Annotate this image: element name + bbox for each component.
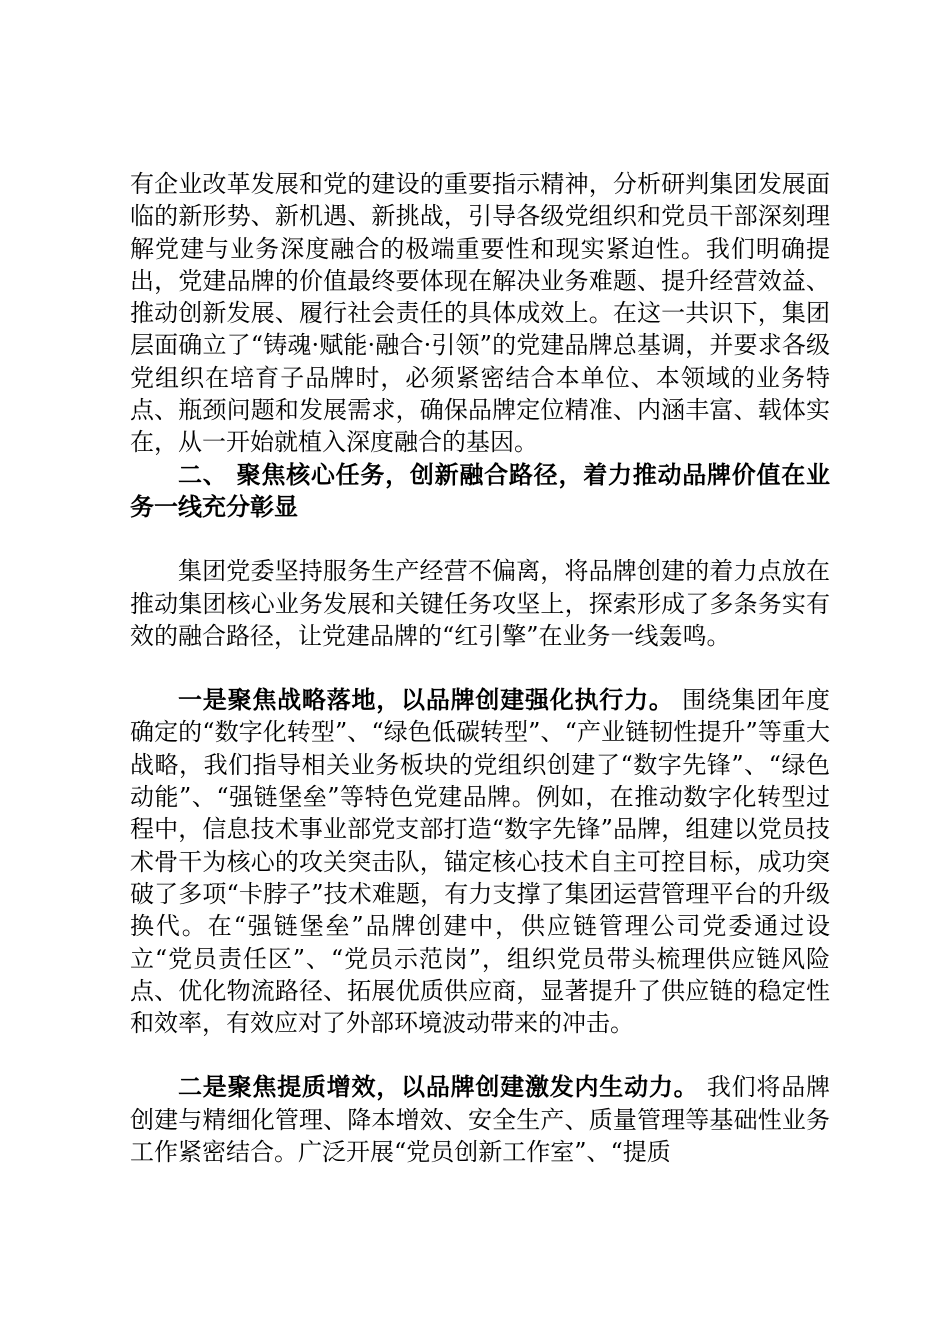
paragraph-point-one: [130, 684, 830, 1039]
paragraph-continued: 有企业改革发展和党的建设的重要指示精神，分析研判集团发展面临的新形势、新机遇、新挑战，引导各级党组织和党员干部深刻理解党建与业务深度融合的极端重要性和现实紧迫性。我们明确提出，党建品牌的价值最终要体现在解决业务难题、提升经营效益、推动创新发展、履行社会责任的具体成效上。在这一共识下，集团层面确立了“铸魂·赋能·融合·引领”的党建品牌总基调，并要求各级党组织在培育子品牌时，必须紧密结合本单位、本领域的业务特点、瓶颈问题和发展需求，确保品牌定位精准、内涵丰富、载体实在，从一开始就植入深度融合的基因。: [130, 170, 830, 457]
point-one-body: 围绕集团年度确定的“数字化转型”、“绿色低碳转型”、“产业链韧性提升”等重大战略，我们指导相关业务板块的党组织创建了“数字先锋”、“绿色动能”、“强链堡垒”等特色党建品牌。例如，在推动数字化转型过程中，信息技术事业部党支部打造“数字先锋”品牌，组建以党员技术骨干为核心的攻关突击队，锚定核心技术自主可控目标，成功突破了多项“卡脖子”技术难题，有力支撑了集团运营管理平台的升级换代。在“强链堡垒”品牌创建中，供应链管理公司党委通过设立“党员责任区”、“党员示范岗”，组织党员带头梳理供应链风险点、优化物流路径、拓展优质供应商，显著提升了供应链的稳定性和效率，有效应对了外部环境波动带来的冲击。: [130, 686, 830, 1038]
document-page: [130, 168, 830, 1168]
paragraph-section-intro: [130, 555, 830, 652]
point-two-lead: 二是聚焦提质增效，以品牌创建激发内生动力。: [178, 1072, 699, 1102]
section-heading-2: 二、 聚焦核心任务，创新融合路径，着力推动品牌价值在业务一线充分彰显: [130, 459, 830, 521]
point-one-lead: 一是聚焦战略落地，以品牌创建强化执行力。: [178, 685, 674, 715]
paragraph-point-two: [130, 1071, 830, 1168]
point-two-body: 我们将品牌创建与精细化管理、降本增效、安全生产、质量管理等基础性业务工作紧密结合。广泛开展“党员创新工作室”、“提质: [130, 1073, 830, 1167]
paragraph-section-intro-text: 集团党委坚持服务生产经营不偏离，将品牌创建的着力点放在推动集团核心业务发展和关键任务攻坚上，探索形成了多条务实有效的融合路径，让党建品牌的“红引擎”在业务一线轰鸣。: [130, 557, 830, 650]
